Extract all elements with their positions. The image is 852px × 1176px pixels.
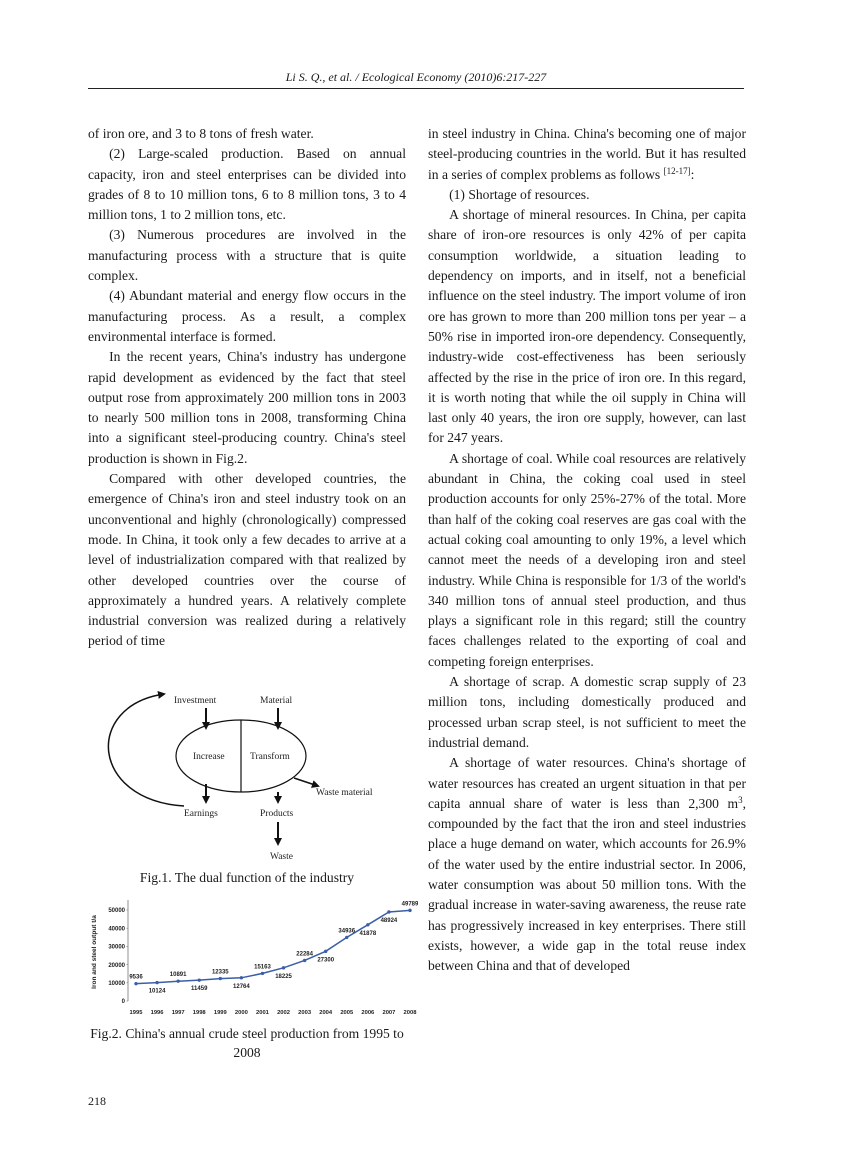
y-tick-label: 10000 — [108, 981, 125, 987]
data-point — [219, 977, 222, 980]
left-paragraph-6: Compared with other developed countries, the emergence of China's iron and steel industry took on an unconventional and highly (chronologically) compressed mode. In China, it took only a few decades to arrive at a level of industrialization compared with that realized by other developed countries over the course of approximately a hundred years. A relatively complete industrial conversion was realized during a relatively period of time — [88, 471, 406, 649]
data-point — [176, 979, 179, 982]
x-tick-label: 2000 — [234, 1010, 248, 1016]
data-label: 10891 — [169, 972, 187, 979]
left-paragraph-2: (2) Large-scaled production. Based on annual capacity, iron and steel enterprises can be divided into grades of 8 to 10 million tons, 6 to 8 million tons, 3 to 4 million tons, 1 to 2 million tons, etc. — [88, 146, 406, 223]
label-products: Products — [260, 809, 294, 819]
left-paragraph-3: (3) Numerous procedures are involved in the manufacturing process with a structure that is quite complex. — [88, 227, 406, 284]
header-rule — [88, 88, 744, 89]
x-tick-label: 2005 — [340, 1010, 354, 1016]
data-label: 34936 — [338, 928, 356, 935]
x-tick-label: 2007 — [382, 1010, 396, 1016]
y-tick-label: 30000 — [108, 944, 125, 951]
right-paragraph-5: A shortage of scrap. A domestic scrap supply of 23 million tons, including domestically produced and processed urban scrap steel, is not sufficient to meet the industrial demand. — [428, 674, 746, 750]
label-material: Material — [260, 696, 293, 706]
left-paragraph-5: In the recent years, China's industry has undergone rapid development as evidenced by the fact that steel output rose from approximately 200 million tons in 2003 to nearly 500 million tons in 2008, transforming China into a significant steel-producing country. China's steel production is shown in Fig.2. — [88, 349, 406, 466]
superscript-3: 3 — [738, 794, 743, 805]
label-earnings: Earnings — [184, 809, 218, 819]
left-paragraph-4: (4) Abundant material and energy flow occurs in the manufacturing process. As a result, a complex environmental interface is formed. — [88, 288, 406, 344]
dual-function-diagram — [88, 688, 406, 868]
data-point — [387, 910, 390, 913]
data-point — [240, 976, 243, 979]
right-paragraph-6-text-a: A shortage of water resources. China's shortage of water resources has created an urgent situation in that per capita annual share of water is less than 2,300 m — [428, 755, 746, 811]
x-tick-label: 2002 — [277, 1010, 290, 1016]
data-point — [345, 936, 348, 939]
x-tick-label: 1997 — [171, 1010, 185, 1016]
right-paragraph-1 — [428, 124, 746, 185]
right-paragraph-4: A shortage of coal. While coal resources are relatively abundant in China, the coking coal used in steel production accounts for only 25%-27% of the total. More than half of the coking coal reserves are gas coal with the actual coking coal amounting to only 19%, a level which cannot meet the needs of a developing iron and steel industry. While China is responsible for 1/3 of the world's 340 million tons of annual steel production, and thus plays a significant role in this regard; still the country faces challenges related to the exporting of coal and competing foreign enterprises. — [428, 450, 746, 669]
data-label: 9536 — [129, 974, 143, 981]
x-tick-label: 1996 — [150, 1010, 164, 1016]
data-label: 12764 — [233, 983, 250, 990]
data-label: 49789 — [401, 901, 418, 908]
x-tick-label: 2003 — [298, 1010, 312, 1016]
right-paragraph-3: A shortage of mineral resources. In China, per capita share of iron-ore resources is only 42% of per capita consumption worldwide, a situation leading to dependency on imports, and in itself, not a beneficial influence on the steel industry. The import volume of iron ore has grown to more than 200 million tons per year – a 50% rise in imported iron-ore dependency. Consequently, industry-wide cost-effectiveness has been seriously affected by the rise in the price of iron ore. In this regard, it is worth noting that while the oil supply in China will last only 40 years, the iron ore supply, however, can last for 247 years. — [428, 207, 746, 446]
figure-1-caption: Fig.1. The dual function of the industry — [139, 870, 355, 885]
right-paragraph-6 — [428, 753, 746, 976]
x-tick-label: 1995 — [129, 1010, 143, 1016]
x-tick-label: 2008 — [403, 1010, 417, 1016]
data-label: 22284 — [296, 951, 313, 958]
x-tick-label: 2004 — [319, 1010, 333, 1016]
data-point — [282, 966, 285, 969]
right-paragraph-6-text-b: , compounded by the fact that the iron and steel industries place a huge demand on water, which accounts for 26.9% of the water used by the entire industrial sector. In 2006, water consumption was about 50 million tons. With the gradual increase in water-saving awareness, the reuse rate has progressively increased in key enterprises. There still exists, however, a wide gap in the total reuse index between China and that of developed — [428, 795, 746, 974]
data-point — [134, 982, 137, 985]
x-tick-label: 1998 — [192, 1010, 206, 1016]
right-column — [428, 124, 746, 976]
x-tick-label: 1999 — [213, 1010, 227, 1016]
figure-2-caption: Fig.2. China's annual crude steel production from 1995 to 2008 — [90, 1026, 404, 1060]
data-point — [155, 981, 158, 984]
data-label: 11459 — [191, 986, 208, 993]
y-tick-label: 0 — [121, 999, 125, 1006]
figure-2-chart — [88, 892, 418, 1018]
data-label: 12335 — [211, 969, 229, 976]
data-label: 48924 — [380, 917, 398, 924]
citation-ref: [12-17] — [663, 165, 691, 176]
figure-1-diagram — [88, 688, 406, 868]
feedback-loop-arrow — [108, 694, 184, 806]
page-number: 218 — [88, 1094, 106, 1108]
x-tick-label: 2001 — [256, 1010, 269, 1016]
arrow-waste-material — [294, 778, 318, 786]
data-label: 41878 — [359, 930, 377, 937]
data-point — [303, 959, 306, 962]
data-label: 18225 — [275, 973, 292, 980]
label-waste: Waste — [270, 852, 293, 862]
data-point — [408, 909, 411, 912]
label-transform: Transform — [250, 752, 290, 762]
data-point — [366, 923, 369, 926]
y-tick-label: 20000 — [108, 962, 125, 969]
steel-production-line-chart — [88, 892, 418, 1018]
left-column — [88, 124, 406, 652]
data-label: 15163 — [254, 964, 271, 971]
data-point — [261, 972, 264, 975]
y-tick-label: 40000 — [108, 926, 125, 933]
label-investment: Investment — [174, 696, 217, 706]
data-point — [198, 978, 201, 981]
right-paragraph-2: (1) Shortage of resources. — [449, 186, 590, 202]
left-paragraph-1: of iron ore, and 3 to 8 tons of fresh water. — [88, 126, 314, 141]
right-paragraph-1-text: in steel industry in China. China's becoming one of major steel-producing countries in the world. But it has resulted in a series of complex problems as follows — [428, 126, 746, 182]
right-paragraph-1-end: : — [690, 166, 695, 182]
running-header: Li S. Q., et al. / Ecological Economy (2010)6:217-227 — [285, 70, 547, 84]
data-point — [324, 950, 327, 953]
data-label: 27300 — [317, 957, 335, 964]
x-tick-label: 2006 — [361, 1010, 375, 1016]
label-waste-material: Waste material — [316, 788, 373, 798]
label-increase: Increase — [193, 752, 225, 762]
y-tick-label: 50000 — [108, 908, 125, 915]
y-axis-label: Iron and steel output t/a — [91, 915, 98, 989]
data-label: 10124 — [148, 988, 166, 995]
